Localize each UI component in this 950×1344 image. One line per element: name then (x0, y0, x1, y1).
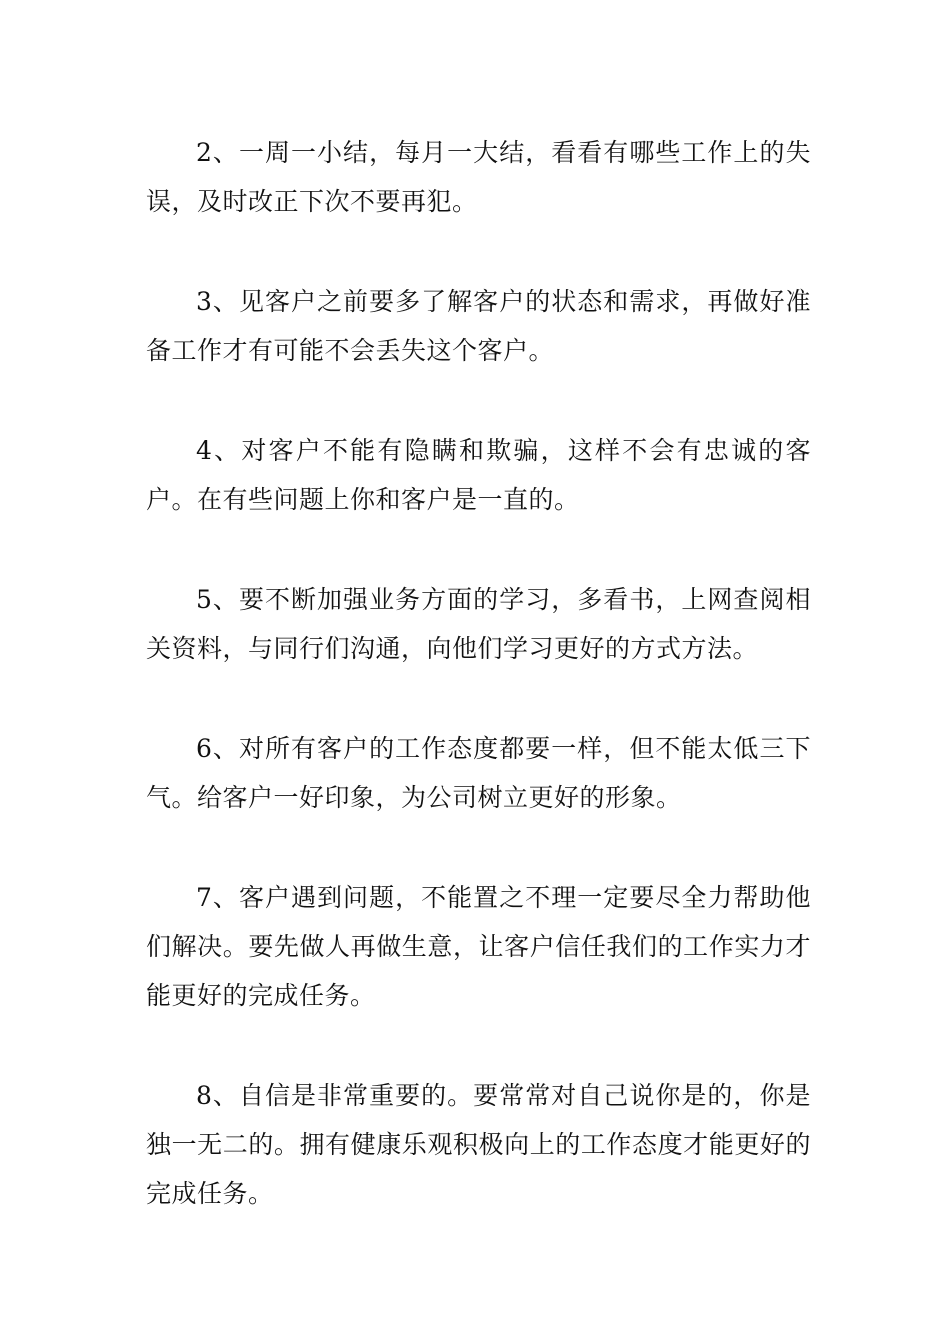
paragraph-item-5: 5、要不断加强业务方面的学习，多看书，上网查阅相关资料，与同行们沟通，向他们学习更好的方式方法。 (146, 585, 811, 663)
paragraph-item-3: 3、见客户之前要多了解客户的状态和需求，再做好准备工作才有可能不会丢失这个客户。 (146, 287, 811, 365)
paragraph-item-7: 7、客户遇到问题，不能置之不理一定要尽全力帮助他们解决。要先做人再做生意，让客户信任我们的工作实力才能更好的完成任务。 (146, 883, 811, 1010)
paragraph-item-8: 8、自信是非常重要的。要常常对自己说你是的，你是独一无二的。拥有健康乐观积极向上的工作态度才能更好的完成任务。 (146, 1081, 811, 1208)
document-body (146, 128, 811, 1269)
paragraph-item-4: 4、对客户不能有隐瞒和欺骗，这样不会有忠诚的客户。在有些问题上你和客户是一直的。 (146, 436, 811, 514)
paragraph-item-2: 2、一周一小结，每月一大结，看看有哪些工作上的失误，及时改正下次不要再犯。 (146, 138, 811, 216)
paragraph-item-6: 6、对所有客户的工作态度都要一样，但不能太低三下气。给客户一好印象，为公司树立更好的形象。 (146, 734, 811, 812)
